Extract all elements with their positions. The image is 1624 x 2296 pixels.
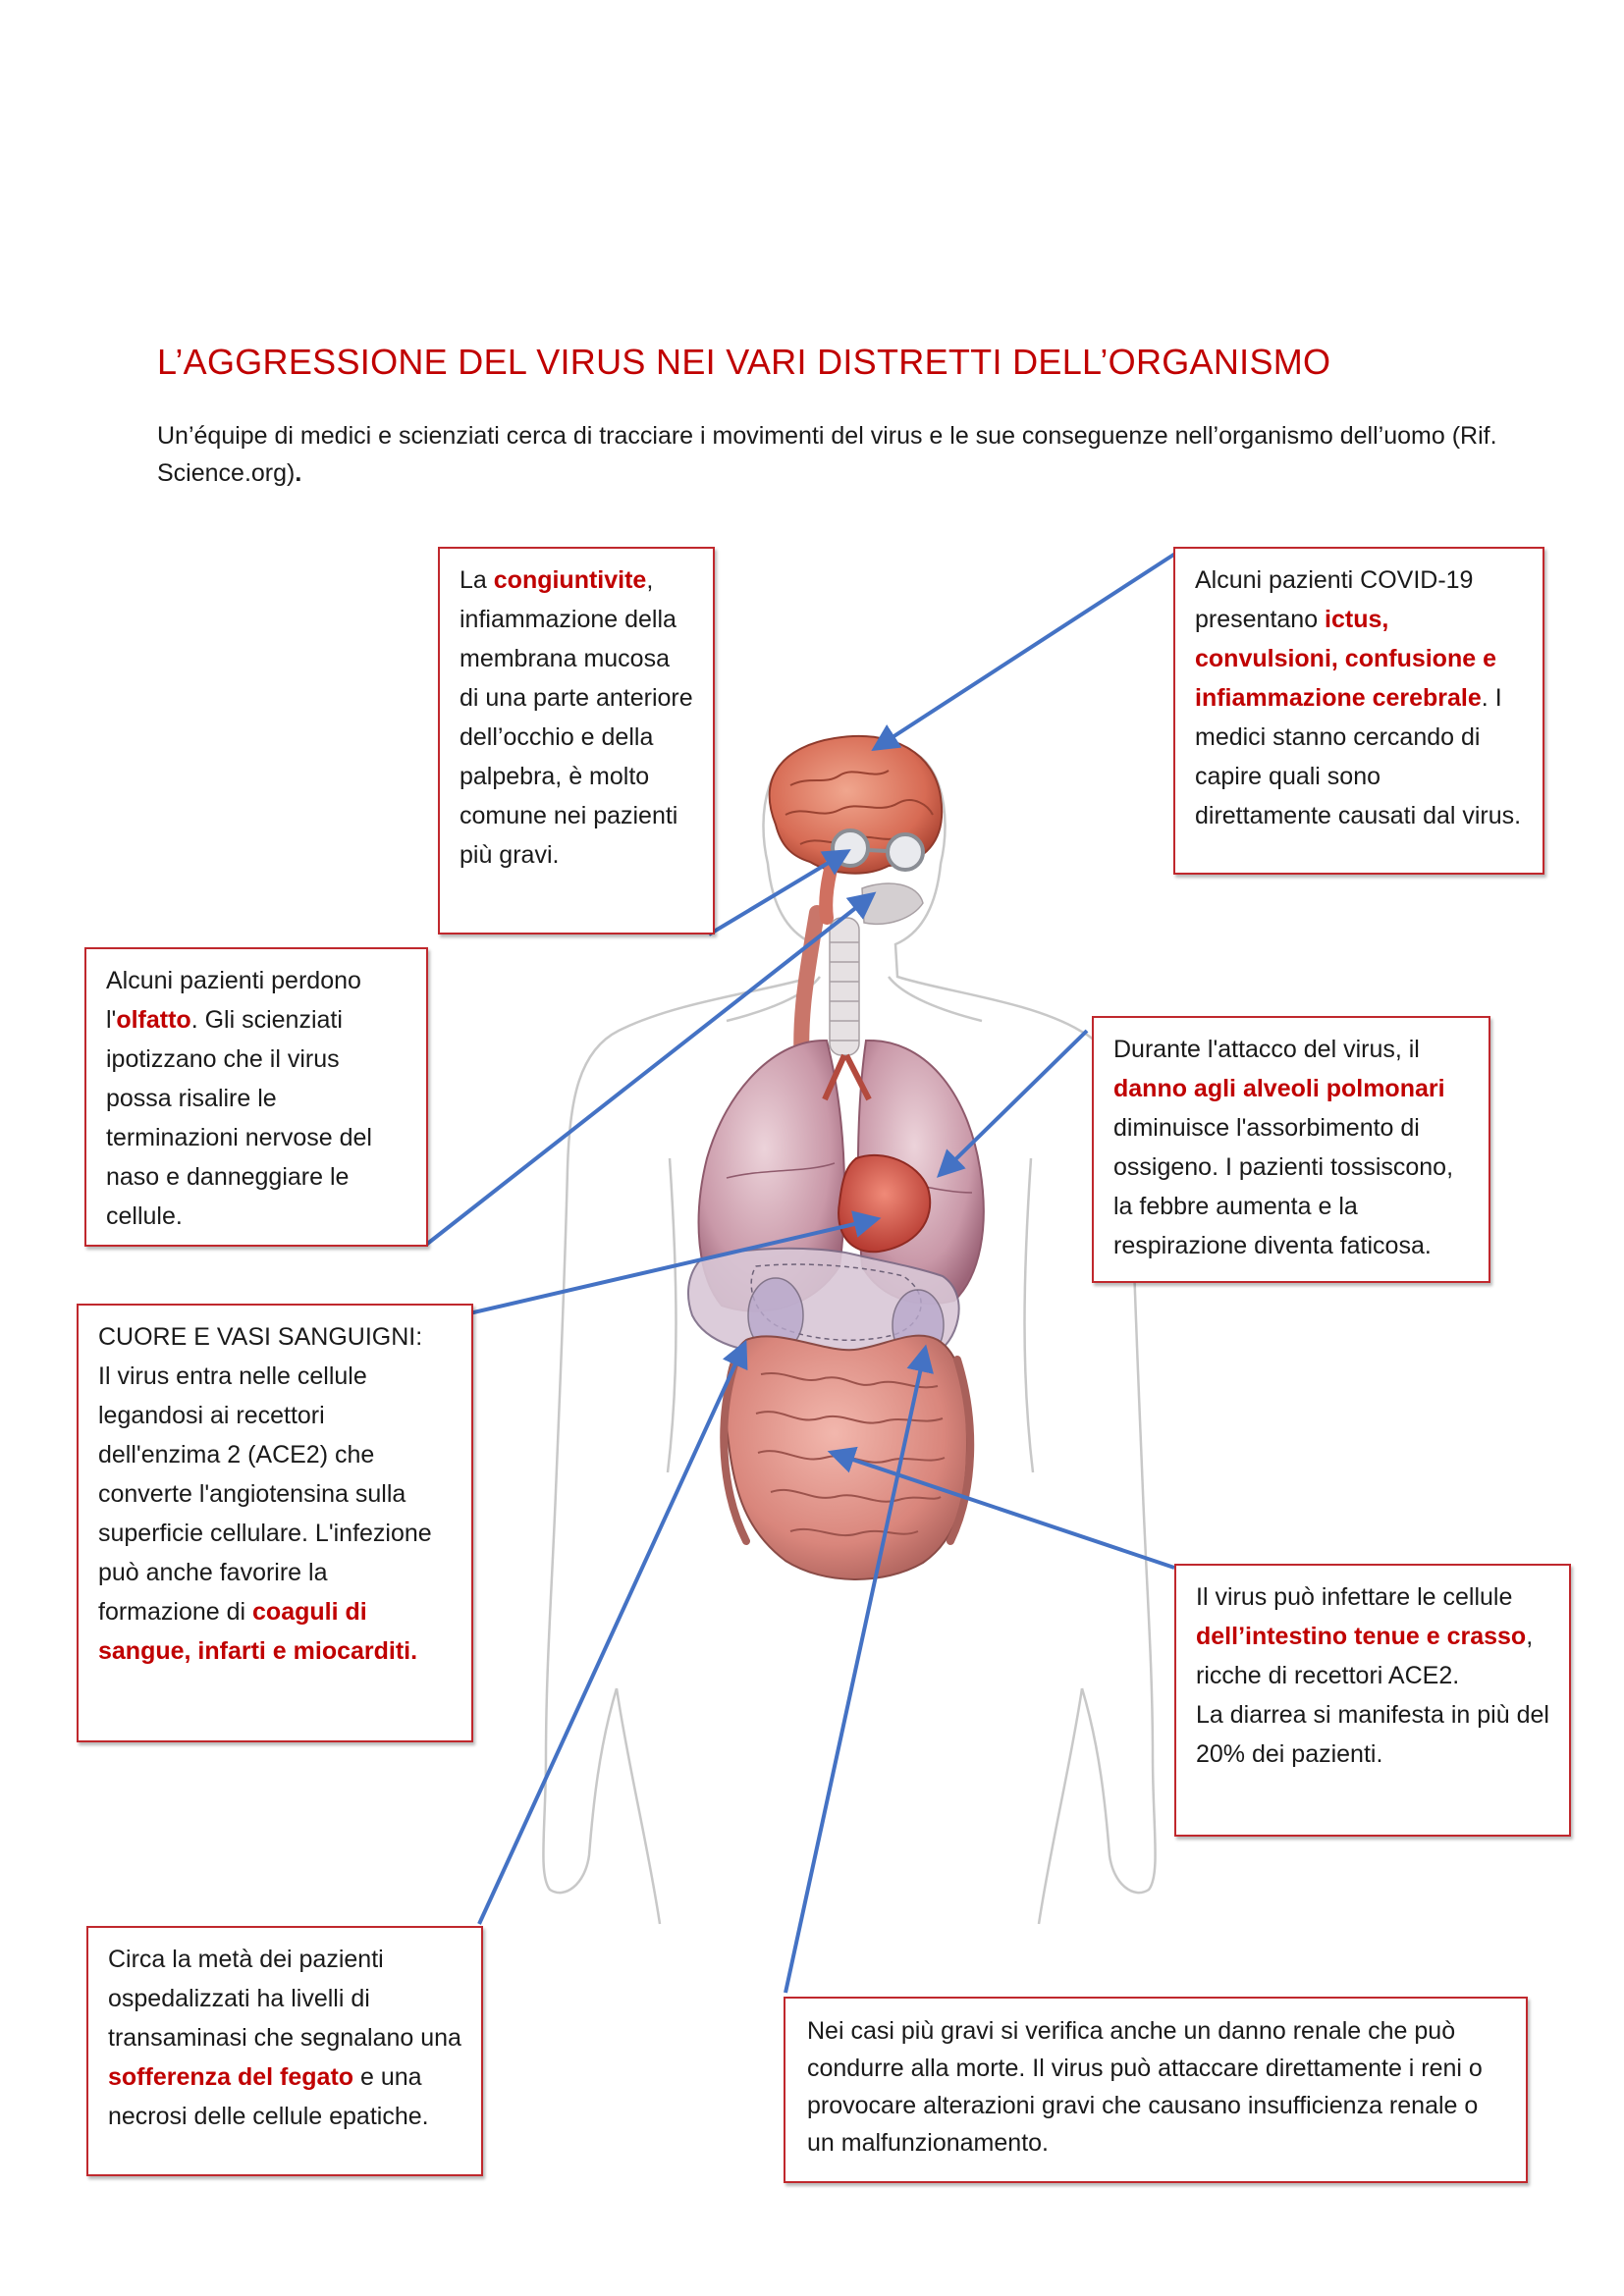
page-title: L’AGGRESSIONE DEL VIRUS NEI VARI DISTRETTI DELL’ORGANISMO [157, 342, 1331, 382]
highlight-conjunctivitis: congiuntivite [493, 566, 647, 594]
highlight-intestine: dell’intestino tenue e crasso [1196, 1623, 1527, 1650]
highlight-liver: sofferenza del fegato [108, 2063, 354, 2091]
highlight-lungs: danno agli alveoli polmonari [1113, 1075, 1445, 1102]
highlight-smell: olfatto [116, 1006, 191, 1034]
arrow-liver [479, 1345, 744, 1924]
box-lungs: Durante l'attacco del virus, il danno agli alveoli polmonari diminuisce l'assorbimento di ossigeno. I pazienti tossiscono, la febbre aumenta e la respirazione diventa faticosa. [1092, 1016, 1490, 1283]
arrow-lungs [941, 1031, 1087, 1174]
box-brain: Alcuni pazienti COVID-19 presentano ictus, convulsioni, confusione e infiammazione cerebrale. I medici stanno cercando di capire quali sono direttamente causati dal virus. [1173, 547, 1544, 875]
intro-end: . [295, 459, 302, 487]
arrow-brain [876, 552, 1178, 748]
intestine-second-line: La diarrea si manifesta in più del 20% dei pazienti. [1196, 1701, 1549, 1768]
heart-heading: CUORE E VASI SANGUIGNI: [98, 1323, 423, 1351]
box-liver: Circa la metà dei pazienti ospedalizzati ha livelli di transaminasi che segnalano una sofferenza del fegato e una necrosi delle cellule epatiche. [86, 1926, 483, 2176]
brain [770, 736, 942, 918]
box-heart: CUORE E VASI SANGUIGNI: Il virus entra nelle cellule legandosi ai recettori dell'enzima 2 (ACE2) che converte l'angiotensina sulla superficie cellulare. L'infezione può anche favorire la formazione di coaguli di sangue, infarti e miocarditi. [77, 1304, 473, 1742]
box-kidney: Nei casi più gravi si verifica anche un danno renale che può condurre alla morte. Il virus può attaccare direttamente i reni o provocare alterazioni gravi che causano insufficienza renale o un malfunzionamento. [784, 1997, 1528, 2183]
trachea [830, 883, 923, 1055]
highlight-heart: coaguli di sangue, infarti e miocarditi. [98, 1598, 418, 1665]
box-intestine: Il virus può infettare le cellule dell’intestino tenue e crasso, ricche di recettori ACE2. La diarrea si manifesta in più del 20% dei pazienti. [1174, 1564, 1571, 1837]
box-conjunctivitis: La congiuntivite, infiammazione della membrana mucosa di una parte anteriore dell’occhio e della palpebra, è molto comune nei pazienti più gravi. [438, 547, 715, 934]
intro-text: Un’équipe di medici e scienziati cerca di tracciare i movimenti del virus e le sue conseguenze nell’organismo dell’uomo (Rif. Science.org) [157, 422, 1497, 487]
box-smell: Alcuni pazienti perdono l'olfatto. Gli scienziati ipotizzano che il virus possa risalire le terminazioni nervose del naso e danneggiare le cellule. [84, 947, 428, 1247]
highlight-brain: ictus, convulsioni, confusione e infiammazione cerebrale [1195, 606, 1496, 712]
